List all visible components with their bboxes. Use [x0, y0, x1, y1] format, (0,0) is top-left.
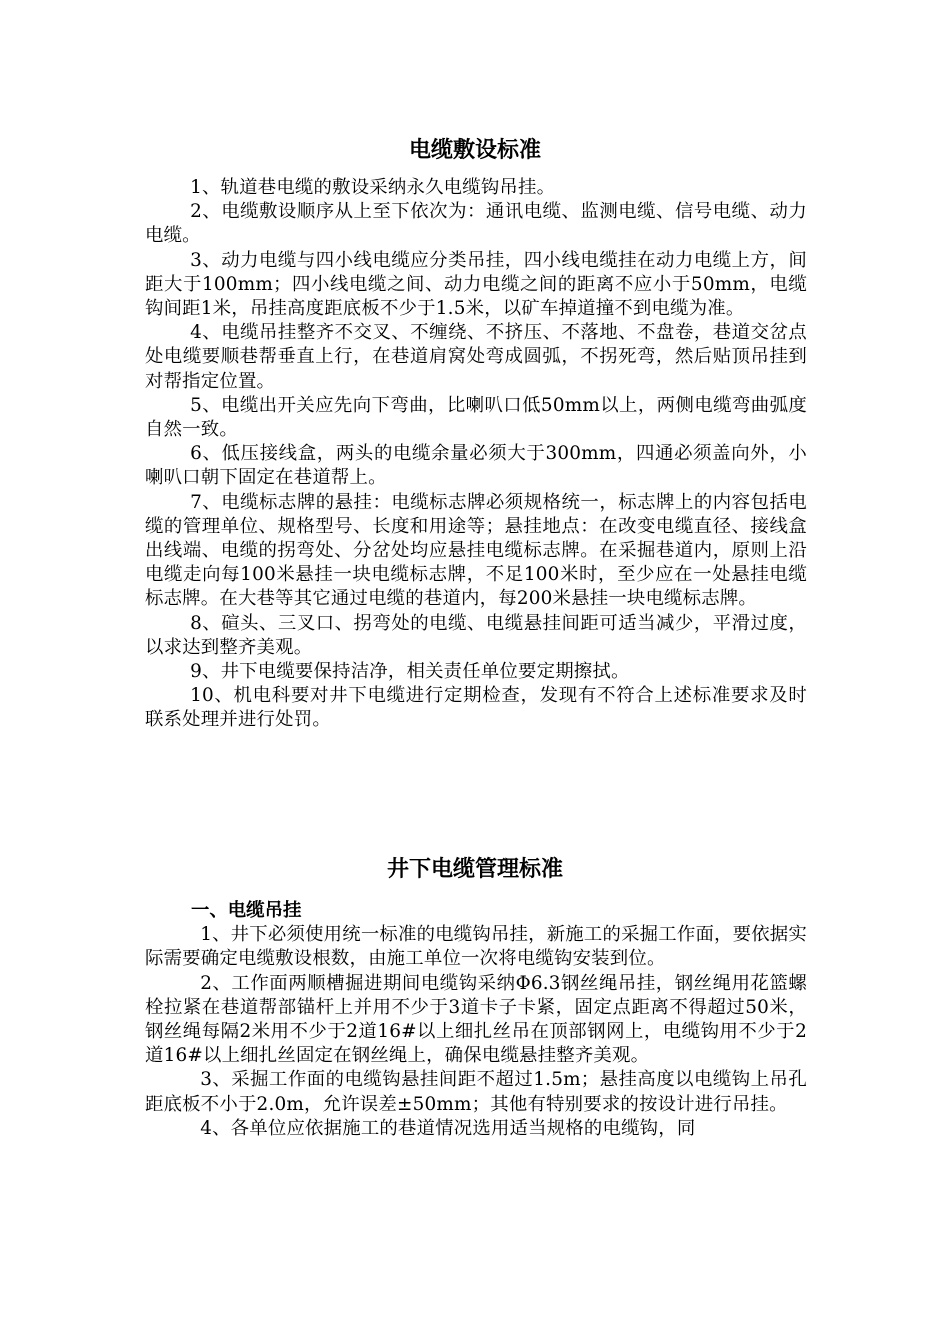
paragraph-2: 2、工作面两顺槽掘进期间电缆钩采纳Φ6.3钢丝绳吊挂，钢丝绳用花篮螺栓拉紧在巷道帮部锚杆上并用不少于3道卡子卡紧，固定点距离不得超过50米，钢丝绳每隔2米用不少于2道16#以上细扎丝吊在顶部钢网上，电缆钩用不少于2道16#以上细扎丝固定在钢丝绳上，确保电缆悬挂整齐美观。 [145, 972, 807, 1067]
section-cable-laying-standard [145, 176, 807, 733]
paragraph-5: 5、电缆出开关应先向下弯曲，比喇叭口低50mm以上，两侧电缆弯曲弧度自然一致。 [145, 394, 807, 441]
paragraph-4: 4、电缆吊挂整齐不交叉、不缠绕、不挤压、不落地、不盘卷，巷道交岔点处电缆要顺巷帮垂直上行，在巷道肩窝处弯成圆弧，不拐死弯，然后贴顶吊挂到对帮指定位置。 [145, 322, 807, 392]
section-title-cable-laying: 电缆敷设标准 [408, 138, 541, 163]
paragraph-7: 7、电缆标志牌的悬挂：电缆标志牌必须规格统一，标志牌上的内容包括电缆的管理单位、规格型号、长度和用途等；悬挂地点：在改变电缆直径、接线盒出线端、电缆的拐弯处、分岔处均应悬挂电缆标志牌。在采掘巷道内，原则上沿电缆走向每100米悬挂一块电缆标志牌，不足100米时，至少应在一处悬挂电缆标志牌。在大巷等其它通过电缆的巷道内，每200米悬挂一块电缆标志牌。 [145, 491, 807, 610]
paragraph-1: 1、井下必须使用统一标准的电缆钩吊挂，新施工的采掘工作面，要依据实际需要确定电缆敷设根数，由施工单位一次将电缆钩安装到位。 [145, 924, 807, 970]
paragraph-8: 8、碹头、三叉口、拐弯处的电缆、电缆悬挂间距可适当减少，平滑过度，以求达到整齐美观。 [145, 612, 807, 658]
paragraph-6: 6、低压接线盒，两头的电缆余量必须大于300mm，四通必须盖向外，小喇叭口朝下固定在巷道帮上。 [145, 443, 807, 489]
paragraph-1: 1、轨道巷电缆的敷设采纳永久电缆钩吊挂。 [190, 177, 556, 198]
subheading-cable-hanging: 一、电缆吊挂 [191, 900, 302, 921]
paragraph-3: 3、采掘工作面的电缆钩悬挂间距不超过1.5m；悬挂高度以电缆钩上吊孔距底板不小于2.0m，允许误差±50mm；其他有特别要求的按设计进行吊挂。 [145, 1069, 807, 1115]
section-underground-cable-management [145, 899, 807, 1141]
paragraph-9: 9、井下电缆要保持洁净，相关责任单位要定期擦拭。 [190, 661, 630, 683]
paragraph-10: 10、机电科要对井下电缆进行定期检查，发现有不符合上述标准要求及时联系处理并进行处罚。 [145, 685, 807, 731]
section-title-underground-cable: 井下电缆管理标准 [386, 857, 563, 882]
paragraph-4: 4、各单位应依据施工的巷道情况选用适当规格的电缆钩，同 [200, 1117, 696, 1139]
paragraph-3: 3、动力电缆与四小线电缆应分类吊挂，四小线电缆挂在动力电缆上方，间距大于100mm；四小线电缆之间、动力电缆之间的距离不应小于50mm，电缆钩间距1米，吊挂高度距底板不少于1.5米，以矿车掉道撞不到电缆为准。 [145, 249, 807, 320]
paragraph-2: 2、电缆敷设顺序从上至下依次为：通讯电缆、监测电缆、信号电缆、动力电缆。 [145, 201, 807, 247]
